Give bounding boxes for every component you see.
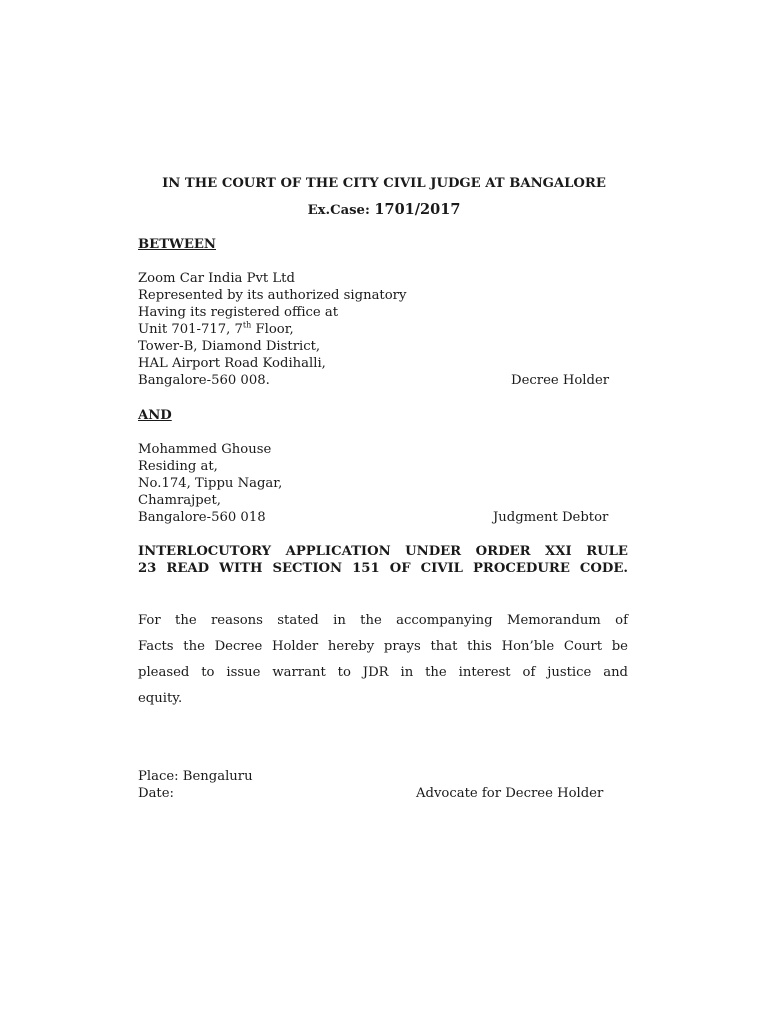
body-paragraph: [138, 608, 628, 712]
body-paragraph-line: equity.: [138, 691, 183, 706]
judgment-debtor-line: No.174, Tippu Nagar,: [138, 476, 283, 491]
decree-holder-line: Zoom Car India Pvt Ltd: [138, 271, 295, 286]
body-paragraph-line: Facts the Decree Holder hereby prays that this Hon’ble Court be: [138, 639, 628, 654]
case-label: Ex.Case:: [307, 203, 370, 218]
unit-prefix: Unit 701-717, 7: [138, 322, 243, 337]
unit-suffix: Floor,: [251, 322, 294, 337]
place-line: Place: Bengaluru: [138, 769, 253, 784]
advocate-signatory: Advocate for Decree Holder: [416, 786, 604, 801]
and-label: AND: [138, 408, 172, 423]
case-number: 1701/2017: [374, 201, 461, 218]
body-paragraph-line: pleased to issue warrant to JDR in the interest of justice and: [138, 665, 628, 680]
judgment-debtor-role: Judgment Debtor: [493, 510, 609, 525]
body-paragraph-line: For the reasons stated in the accompanying Memorandum of: [138, 613, 628, 628]
judgment-debtor-line: Residing at,: [138, 459, 218, 474]
unit-superscript: th: [242, 320, 252, 330]
decree-holder-line: Bangalore-560 008.: [138, 373, 270, 388]
judgment-debtor-line: Mohammed Ghouse: [138, 442, 272, 457]
between-label: BETWEEN: [138, 237, 216, 252]
judgment-debtor-line: Bangalore-560 018: [138, 510, 266, 525]
decree-holder-line: Tower-B, Diamond District,: [138, 339, 321, 354]
decree-holder-line: Having its registered office at: [138, 305, 339, 320]
decree-holder-unit-line: [138, 321, 294, 338]
decree-holder-line: Represented by its authorized signatory: [138, 288, 407, 303]
date-line: Date:: [138, 786, 174, 801]
decree-holder-line: HAL Airport Road Kodihalli,: [138, 356, 326, 371]
decree-holder-role: Decree Holder: [511, 373, 610, 388]
judgment-debtor-line: Chamrajpet,: [138, 493, 221, 508]
application-title-line-1: INTERLOCUTORY APPLICATION UNDER ORDER XXI RULE: [138, 544, 628, 559]
court-heading: IN THE COURT OF THE CITY CIVIL JUDGE AT BANGALORE: [162, 176, 606, 191]
case-number-line: [0, 201, 768, 218]
application-title-line-2: 23 READ WITH SECTION 151 OF CIVIL PROCEDURE CODE.: [138, 561, 628, 576]
